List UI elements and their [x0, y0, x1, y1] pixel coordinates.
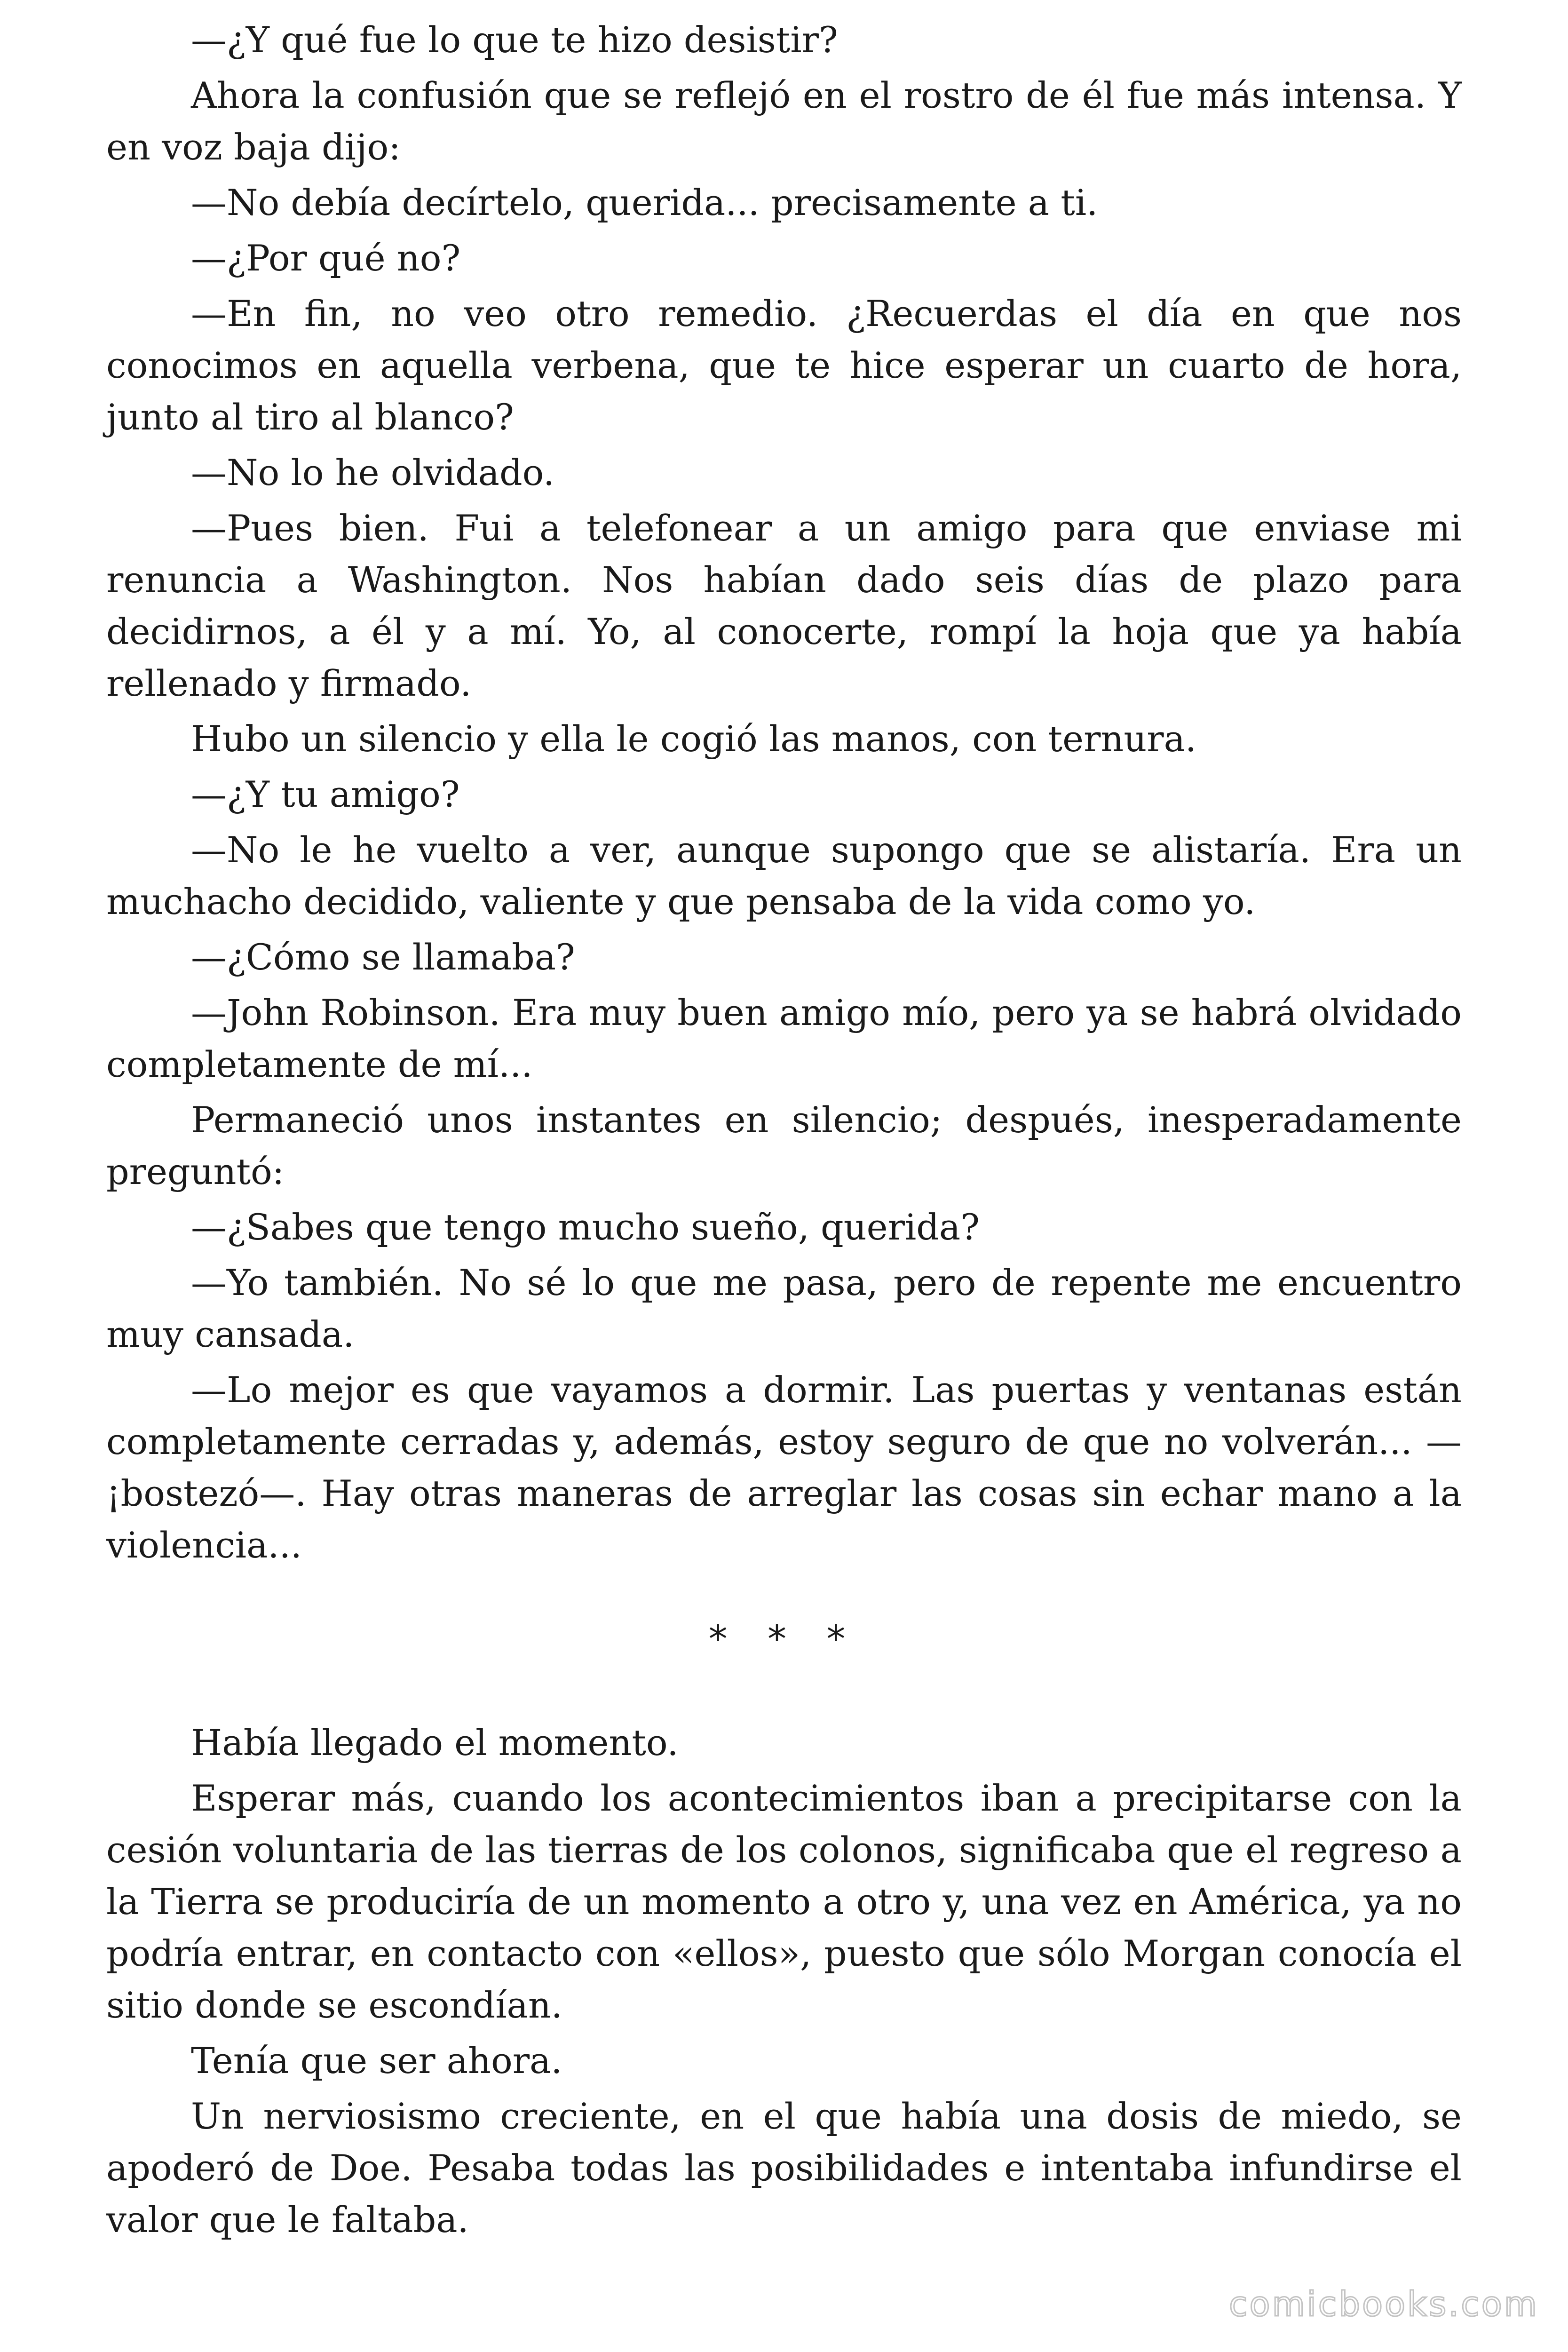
- paragraph: Permaneció unos instantes en silencio; después, inesperadamente preguntó:: [106, 1099, 1462, 1192]
- paragraph: —En fin, no veo otro remedio. ¿Recuerdas el día en que nos conocimos en aquella verbena, que te hice esperar un cuarto de hora, junto al tiro al blanco?: [106, 293, 1462, 438]
- paragraph: —No le he vuelto a ver, aunque supongo que se alistaría. Era un muchacho decidido, valiente y que pensaba de la vida como yo.: [106, 829, 1462, 922]
- paragraph: Un nerviosismo creciente, en el que había una dosis de miedo, se apoderó de Doe. Pesaba todas las posibilidades e intentaba infundirse el valor que le faltaba.: [106, 2095, 1462, 2241]
- paragraph: Hubo un silencio y ella le cogió las manos, con ternura.: [191, 718, 1197, 760]
- paragraph: —No lo he olvidado.: [191, 452, 555, 493]
- paragraph: Esperar más, cuando los acontecimientos iban a precipitarse con la cesión voluntaria de las tierras de los colonos, significaba que el regreso a la Tierra se produciría de un momento a otro y, una vez en América, ya no podría entrar, en contacto con «ellos», puesto que sólo Morgan conocía el sitio donde se escondían.: [106, 1777, 1462, 2026]
- paragraph: Tenía que ser ahora.: [191, 2040, 562, 2082]
- paragraph: —¿Y tu amigo?: [191, 773, 460, 815]
- paragraph: Había llegado el momento.: [191, 1722, 679, 1764]
- paragraph: —¿Cómo se llamaba?: [191, 936, 575, 978]
- paragraph: —John Robinson. Era muy buen amigo mío, pero ya se habrá olvidado completamente de mí...: [106, 992, 1462, 1085]
- watermark-logo: comicbooks.com: [1228, 2284, 1539, 2324]
- paragraph: Ahora la confusión que se reflejó en el rostro de él fue más intensa. Y en voz baja dijo:: [106, 74, 1462, 168]
- paragraph: —¿Y qué fue lo que te hizo desistir?: [191, 19, 838, 61]
- section-separator: * * *: [708, 1617, 860, 1661]
- text-column: [106, 14, 1462, 2249]
- paragraph: —Yo también. No sé lo que me pasa, pero de repente me encuentro muy cansada.: [106, 1262, 1462, 1355]
- paragraph: —¿Por qué no?: [191, 237, 461, 279]
- paragraph: —Pues bien. Fui a telefonear a un amigo para que enviase mi renuncia a Washington. Nos habían dado seis días de plazo para decidirnos, a él y a mí. Yo, al conocerte, rompí la hoja que ya había rellenado y firmado.: [106, 507, 1462, 704]
- paragraph: —Lo mejor es que vayamos a dormir. Las puertas y ventanas están completamente cerradas y, además, estoy seguro de que no volverán... —¡bostezó—. Hay otras maneras de arreglar las cosas sin echar mano a la violencia...: [106, 1369, 1462, 1566]
- paragraph: —No debía decírtelo, querida... precisamente a ti.: [191, 182, 1098, 223]
- paragraph: —¿Sabes que tengo mucho sueño, querida?: [191, 1206, 980, 1248]
